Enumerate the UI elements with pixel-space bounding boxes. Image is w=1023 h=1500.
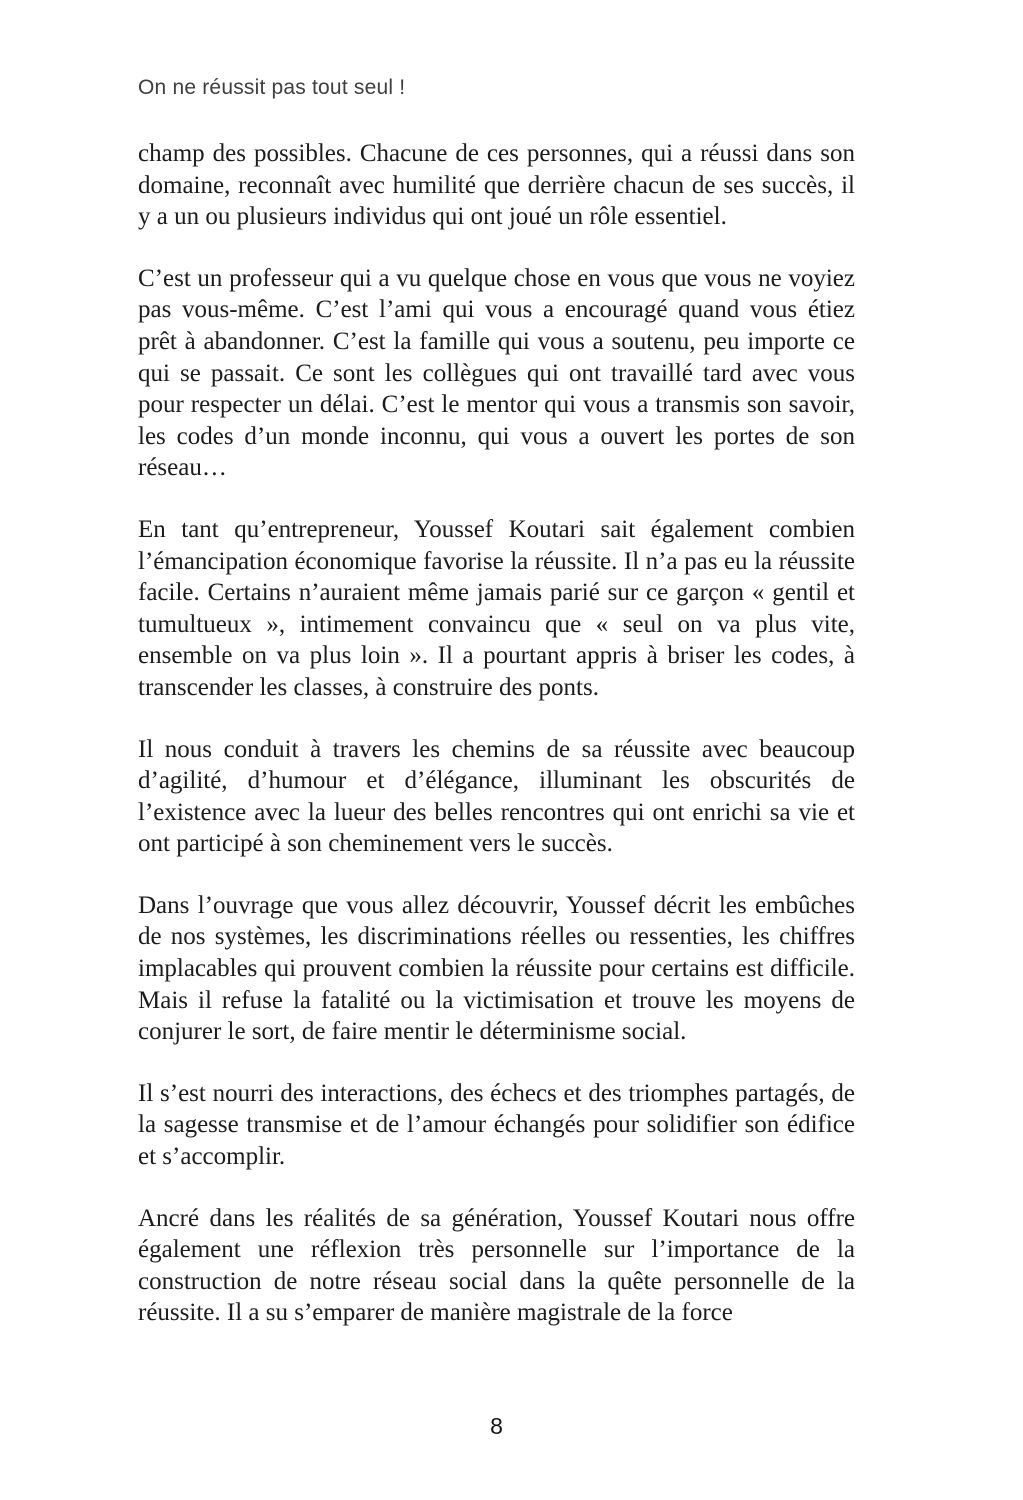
body-paragraph: Il nous conduit à travers les chemins de sa réussite avec beaucoup d’agilité, d’humour et d’élégance, illuminant les obscurités de l’existence avec la lueur des belles rencontres qui ont enrichi sa vie et ont participé à son cheminement vers le succès. (138, 735, 855, 858)
page-body (138, 138, 855, 1329)
body-paragraph: Ancré dans les réalités de sa génération, Youssef Koutari nous offre également une réflexion très personnelle sur l’importance de la construction de notre réseau social dans la quête personnelle de la réussite. Il a su s’emparer de manière magistrale de la force (138, 1204, 855, 1327)
body-paragraph: champ des possibles. Chacune de ces personnes, qui a réussi dans son domaine, reconnaît avec humilité que derrière chacun de ses succès, il y a un ou plusieurs individus qui ont joué un rôle essentiel. (138, 140, 855, 231)
body-paragraph: Il s’est nourri des interactions, des échecs et des triomphes partagés, de la sagesse transmise et de l’amour échangés pour solidifier son édifice et s’accomplir. (138, 1079, 855, 1171)
body-paragraph: En tant qu’entrepreneur, Youssef Koutari sait également combien l’émancipation économique favorise la réussite. Il n’a pas eu la réussite facile. Certains n’auraient même jamais parié sur ce garçon « gentil et tumultueux », intimement convaincu que « seul on va plus vite, ensemble on va plus loin ». Il a pourtant appris à briser les codes, à transcender les classes, à construire des ponts. (138, 515, 855, 701)
page-number: 8 (490, 1413, 503, 1439)
running-header: On ne réussit pas tout seul ! (138, 76, 406, 99)
body-paragraph: Dans l’ouvrage que vous allez découvrir, Youssef décrit les embûches de nos systèmes, les discriminations réelles ou ressenties, les chiffres implacables qui prouvent combien la réussite pour certains est difficile. Mais il refuse la fatalité ou la victimisation et trouve les moyens de conjurer le sort, de faire mentir le déterminisme social. (138, 891, 855, 1046)
body-paragraph: C’est un professeur qui a vu quelque chose en vous que vous ne voyiez pas vous-même. C’est l’ami qui vous a encouragé quand vous étiez prêt à abandonner. C’est la famille qui vous a soutenu, peu importe ce qui se passait. Ce sont les collègues qui ont travaillé tard avec vous pour respecter un délai. C’est le mentor qui vous a transmis son savoir, les codes d’un monde inconnu, qui vous a ouvert les portes de son réseau… (138, 264, 855, 482)
